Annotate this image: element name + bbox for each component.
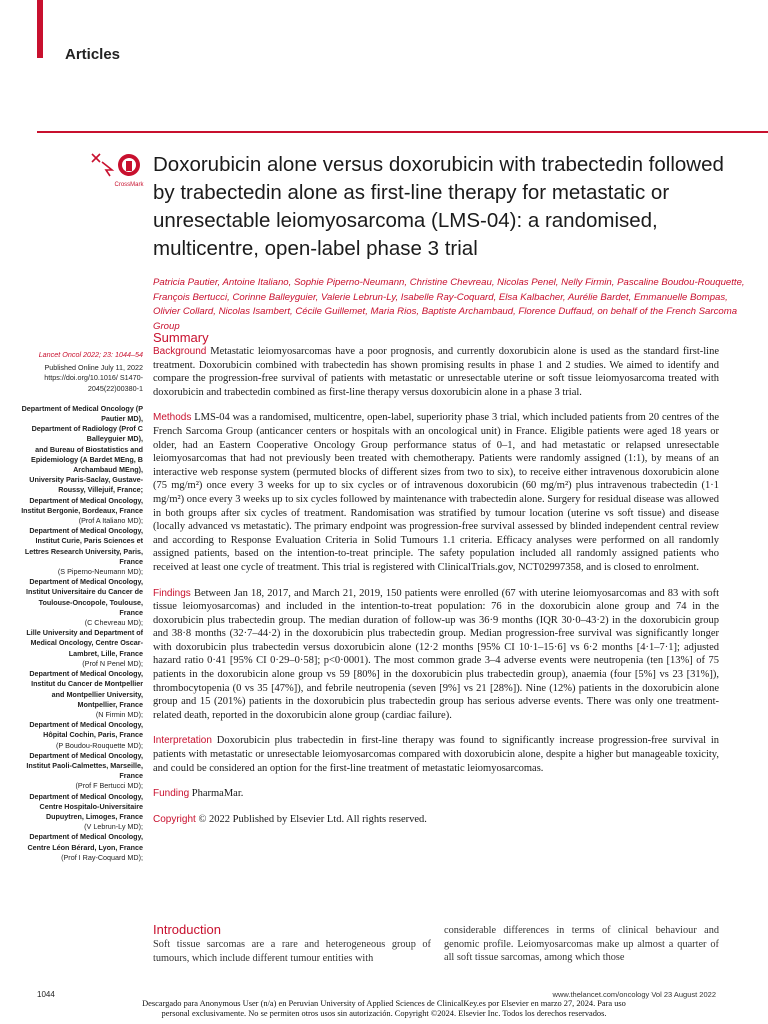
copyright-text: © 2022 Published by Elsevier Ltd. All rights reserved. xyxy=(198,813,427,825)
affiliation-line: Department of Medical Oncology (P Pautier MD), xyxy=(21,403,143,424)
copyright-label: Copyright xyxy=(153,813,196,825)
methods-text: LMS-04 was a randomised, multicentre, open-label, superiority phase 3 trial, which included patients from 20 centres of the French Sarcoma Group (anticancer centers or hospitals with an oncological unit) in France. Eligible patients were aged 18 years or older, had an Eastern Cooperative Oncology Group performance status of 0–1, and had metastatic or relapsed unresectable leiomyosarcomas that had not previously been treated with chemotherapy. Patients were randomly assigned (1:1), by means of an interactive web response system (permuted blocks of different sizes from two to six), to receive either intravenous doxorubicin alone (75 mg/m²) once every 3 weeks for up to six cycles or of intravenous doxorubicin (60 mg/m²) plus intravenous trabectedin (1·1 mg/m²) once every 3 weeks up to six cycles followed by maintenance with trabectedin alone. Surgery for residual disease was allowed in both groups after six cycles of treatment. Randomisation was stratified by tumour location (uterine vs soft tissue) and disease (locally advanced vs metastatic). The primary endpoint was progression-free survival assessed by blinded independent central review and according to Response Evaluation Criteria in Solid Tumours 1.1 criteria. Efficacy analyses were performed on all randomly assigned patients, based on the intention-to-treat principle. The safety population included all randomly assigned patients who received at least one cycle of treatment. This trial is registered with ClinicalTrials.gov, NCT02997358, and is closed to enrolment. xyxy=(153,412,720,573)
affiliation-line: (P Boudou-Rouquette MD); xyxy=(56,740,143,750)
affiliations xyxy=(20,404,143,863)
summary-heading: Summary xyxy=(153,330,209,345)
abstract-interpretation xyxy=(153,734,719,775)
affiliation-line: (C Chevreau MD); xyxy=(84,618,143,628)
affiliation-line: (Prof F Bertucci MD); xyxy=(75,781,143,791)
abstract-findings xyxy=(153,587,719,723)
header-accent-bar xyxy=(37,0,43,58)
affiliation-line: Lille University and Department of Medical Oncology, Centre Oscar-Lambret, Lille, France xyxy=(26,628,143,658)
article-title: Doxorubicin alone versus doxorubicin with trabectedin followed by trabectedin alone as first-line therapy for metastatic or unresectable leiomyosarcoma (LMS-04): a randomised, multicentre, open-label phase 3 trial xyxy=(153,153,724,260)
affiliation-line: Department of Medical Oncology, Institut Curie, Paris Sciences et Lettres Research University, Paris, France xyxy=(24,526,143,566)
abstract xyxy=(153,345,719,838)
affiliation-line: (Prof I Ray-Coquard MD); xyxy=(61,852,143,862)
methods-label: Methods xyxy=(153,412,192,424)
abstract-funding xyxy=(153,787,719,801)
download-notice xyxy=(0,999,768,1019)
findings-text: Between Jan 18, 2017, and March 21, 2019, 150 patients were enrolled (67 with uterine leiomyosarcomas and 83 with soft tissue leiomyosarcomas) and included in the intention-to-treat population: 76 in the doxorubicin alone group and 74 in the doxorubicin plus trabectedin group. The median duration of follow-up was 36·9 months (IQR 30·0–43·2) in the doxorubicin group and 38·8 months (32·7–44·2) in the doxorubicin plus trabectedin group. Median progression-free survival was significantly longer with doxorubicin plus trabectedin versus doxorubicin alone (12·2 months [95% CI 10·1–15·6] vs 6·2 months [4·1–7·1]; adjusted hazard ratio 0·41 [95% CI 0·29–0·58]; p<0·0001). The most common grade 3–4 adverse events were neutropenia (ten [13%] of 75 patients in the doxorubicin alone group vs 59 [80%] in the doxorubicin plus trabectedin group), anaemia (four [5%] vs 23 [31%]), thrombocytopenia (0 vs 35 [47%]), and febrile neutropenia (seven [9%] vs 21 [28%]). Nine (12%) patients in the doxorubicin alone group and 15 (201%) patients in the doxorubicin plus trabectedin group has serious adverse events. There was only one treatment-related death, reported in the doxorubicin alone group (cardiac failure). xyxy=(153,587,719,721)
header-divider xyxy=(37,131,768,133)
affiliation-line: Department of Medical Oncology, Institut du Cancer de Montpellier and Montpellier University, Montpellier, France xyxy=(29,669,143,709)
findings-label: Findings xyxy=(153,587,191,599)
crossmark-icon[interactable] xyxy=(88,150,146,190)
affiliation-line: (Prof A Italiano MD); xyxy=(78,516,143,526)
crossmark-label: CrossMark xyxy=(114,182,144,188)
affiliation-line: (V Lebrun-Ly MD); xyxy=(84,822,143,832)
abstract-methods xyxy=(153,411,719,574)
affiliation-line: Department of Medical Oncology, Institut Paoli-Calmettes, Marseille, France xyxy=(26,750,143,781)
introduction-column-2: considerable differences in terms of clinical behaviour and genomic profile. Leiomyosarcomas make up almost a quarter of all soft tissue sarcomas, among which those xyxy=(444,925,719,964)
funding-label: Funding xyxy=(153,788,190,800)
download-notice-line-1: Descargado para Anonymous User (n/a) en Peruvian University of Applied Sciences de ClinicalKey.es por Elsevier en marzo 27, 2024. Para uso xyxy=(142,999,626,1008)
background-text: Metastatic leiomyosarcomas have a poor prognosis, and currently doxorubicin alone is used as the standard first-line treatment. Doxorubicin combined with trabectedin has shown promising results in phase 1 and 2 studies. We aimed to identify and compare the progression-free survival of patients with metastatic or unresectable uterine or soft tissue leiomyosarcoma treated with doxorubicin and trabectedin combined as first-line therapy versus doxorubicin alone in a phase 3 trial. xyxy=(153,346,719,398)
affiliation-line: University Paris-Saclay, Gustave-Roussy, Villejuif, France; Department of Medical Oncology, Institut Bergonie, Bordeaux, France xyxy=(21,475,143,515)
sidebar xyxy=(20,350,143,863)
author-list: Patricia Pautier, Antoine Italiano, Sophie Piperno-Neumann, Christine Chevreau, Nicolas Penel, Nelly Firmin, Pascaline Boudou-Rouquette, François Bertucci, Corinne Balleyguier, Valerie Lebrun-Ly, Isabelle Ray-Coquard, Elsa Kalbacher, Aurélie Bardet, Emmanuelle Bompas, Olivier Collard, Nicolas Isambert, Cécile Guillemet, Maria Rios, Baptiste Archambaud, Florence Duffaud, on behalf of the French Sarcoma Group xyxy=(153,277,745,332)
affiliation-line: (S Piperno-Neumann MD); xyxy=(57,567,143,577)
download-notice-line-2: personal exclusivamente. No se permiten otros usos sin autorización. Copyright ©2024. Elsevier Inc. Todos los derechos reservados. xyxy=(161,1009,607,1018)
background-label: Background xyxy=(153,346,207,357)
affiliation-line: Department of Medical Oncology, Centre Hospitalo-Universitaire Dupuytren, Limoges, France xyxy=(29,791,143,821)
abstract-copyright xyxy=(153,813,719,827)
citation[interactable]: Lancet Oncol 2022; 23: 1044–54 xyxy=(38,350,143,359)
section-label: Articles xyxy=(65,46,121,63)
publication-info[interactable]: Published Online July 11, 2022 https://doi.org/10.1016/ S1470-2045(22)00380-1 xyxy=(44,363,143,393)
affiliation-line: Department of Radiology (Prof C Balleyguier MD), xyxy=(31,424,143,444)
journal-footer[interactable]: www.thelancet.com/oncology Vol 23 August 2022 xyxy=(552,990,716,999)
abstract-background xyxy=(153,345,719,399)
interpretation-text: Doxorubicin plus trabectedin in first-line therapy was found to significantly increase progression-free survival in patients with metastatic or unresectable leiomyosarcomas compared with doxorubicin alone, despite a higher but manageable toxicity, and could be considered an option for the first-line treatment of metastatic leiomyosarcomas. xyxy=(153,735,719,774)
interpretation-label: Interpretation xyxy=(153,735,212,747)
affiliation-line: (N Firmin MD); xyxy=(95,709,143,719)
affiliation-line: Department of Medical Oncology, Institut Universitaire du Cancer de Toulouse-Oncopole, Toulouse, France xyxy=(25,577,143,617)
introduction-heading: Introduction xyxy=(153,922,221,937)
affiliation-line: and Bureau of Biostatistics and Epidemiology (A Bardet MEng, B Archambaud MEng), xyxy=(31,444,143,475)
affiliation-line: (Prof N Penel MD); xyxy=(82,658,143,668)
affiliation-line: Department of Medical Oncology, Centre Léon Bérard, Lyon, France xyxy=(27,832,143,852)
introduction-column-1: Soft tissue sarcomas are a rare and heterogeneous group of tumours, which include different tumour entities with xyxy=(153,939,431,964)
affiliation-line: Department of Medical Oncology, Hôpital Cochin, Paris, France xyxy=(29,720,143,740)
page-number: 1044 xyxy=(37,990,55,999)
funding-text: PharmaMar. xyxy=(191,788,244,800)
